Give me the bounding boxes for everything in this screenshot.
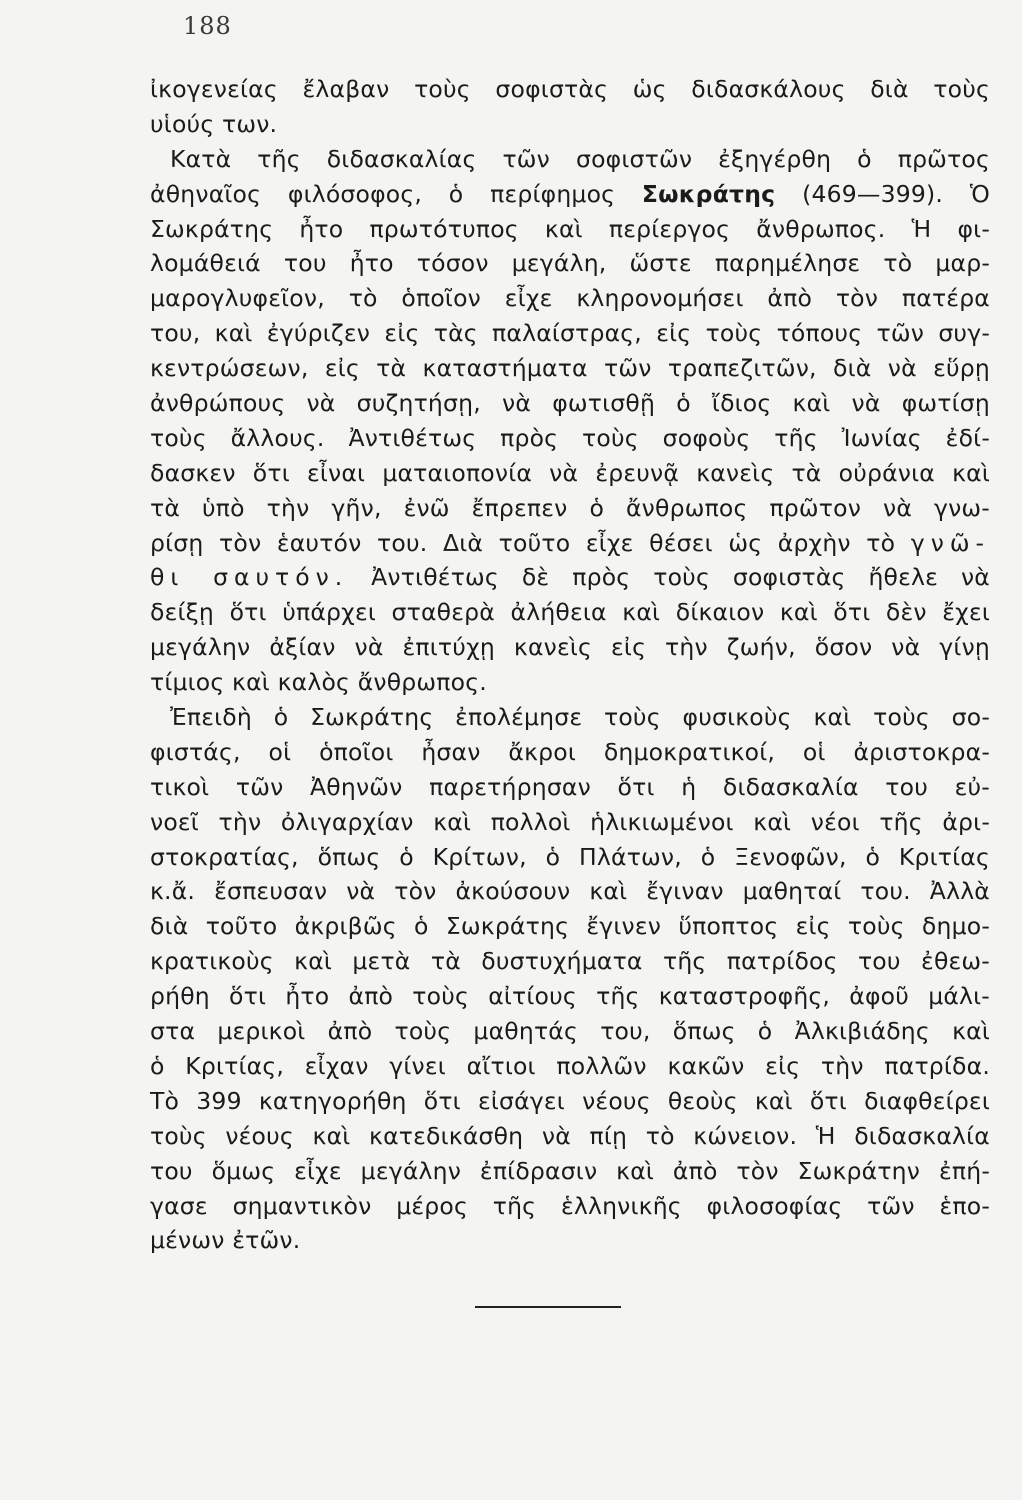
end-of-section-rule <box>475 1306 621 1308</box>
text-line: τοὺς νέους καὶ κατεδικάσθη νὰ πίῃ τὸ κώνειον. Ἡ διδασκαλία <box>150 1121 990 1150</box>
text-line: κ.ἄ. ἔσπευσαν νὰ τὸν ἀκούσουν καὶ ἔγιναν μαθηταί του. Ἀλλὰ <box>150 877 990 906</box>
text-line: μεγάλην ἀξίαν νὰ ἐπιτύχῃ κανεὶς εἰς τὴν ζωήν, ὅσον νὰ γίνῃ <box>150 633 990 662</box>
text-line <box>150 177 990 212</box>
text-line: τὰ ὑπὸ τὴν γῆν, ἐνῶ ἔπρεπεν ὁ ἄνθρωπος πρῶτον νὰ γνω- <box>150 493 990 522</box>
text-run: ρίσῃ τὸν ἑαυτόν του. Διὰ τοῦτο εἶχε θέσει ὡς ἀρχὴν τὸ <box>150 528 911 557</box>
text-line: στοκρατίας, ὅπως ὁ Κρίτων, ὁ Πλάτων, ὁ Ξενοφῶν, ὁ Κριτίας <box>150 842 990 871</box>
text-line: ἰκογενείας ἔλαβαν τοὺς σοφιστὰς ὡς διδασκάλους διὰ τοὺς <box>150 75 990 103</box>
text-run: Ἀντιθέτως δὲ πρὸς τοὺς σοφιστὰς ἤθελε νὰ <box>348 563 990 592</box>
text-line: δασκεν ὅτι εἶναι ματαιοπονία νὰ ἐρευνᾷ κανεὶς τὰ οὐράνια καὶ <box>150 458 990 487</box>
text-line: Κατὰ τῆς διδασκαλίας τῶν σοφιστῶν ἐξηγέρθη ὁ πρῶτος <box>170 144 990 173</box>
text-line: διὰ τοῦτο ἀκριβῶς ὁ Σωκράτης ἔγινεν ὕποπτος εἰς τοὺς δημο- <box>150 912 990 941</box>
text-line: ρήθη ὅτι ἦτο ἀπὸ τοὺς αἰτίους τῆς καταστροφῆς, ἀφοῦ μάλι- <box>150 982 990 1011</box>
text-line: φιστάς, οἱ ὁποῖοι ἦσαν ἄκροι δημοκρατικοί, οἱ ἀριστοκρα- <box>150 737 990 766</box>
text-run: ἀθηναῖος φιλόσοφος, ὁ περίφημος <box>150 179 642 208</box>
text-line <box>150 526 990 561</box>
text-line: κεντρώσεων, εἰς τὰ καταστήματα τῶν τραπεζιτῶν, διὰ νὰ εὕρῃ <box>150 354 990 383</box>
text-run: (469—399). Ὁ <box>775 179 990 208</box>
text-line: μένων ἐτῶν. <box>150 1226 301 1255</box>
spaced-phrase: γνῶ- <box>910 528 990 557</box>
text-line: τίμιος καὶ καλὸς ἄνθρωπος. <box>150 668 487 697</box>
text-line: Τὸ 399 κατηγορήθη ὅτι εἰσάγει νέους θεοὺς καὶ ὅτι διαφθείρει <box>150 1086 990 1115</box>
text-line: στα μερικοὶ ἀπὸ τοὺς μαθητάς του, ὅπως ὁ Ἀλκιβιάδης καὶ <box>150 1017 990 1046</box>
text-line: υἱούς των. <box>150 109 278 138</box>
text-line: νοεῖ τὴν ὀλιγαρχίαν καὶ πολλοὶ ἡλικιωμένοι καὶ νέοι τῆς ἀρι- <box>150 807 990 836</box>
text-line: μαρογλυφεῖον, τὸ ὁποῖον εἶχε κληρονομήσει ἀπὸ τὸν πατέρα <box>150 284 990 313</box>
text-line: τοὺς ἄλλους. Ἀντιθέτως πρὸς τοὺς σοφοὺς τῆς Ἰωνίας ἐδί- <box>150 423 990 452</box>
text-line: δείξῃ ὅτι ὑπάρχει σταθερὰ ἀλήθεια καὶ δίκαιον καὶ ὅτι δὲν ἔχει <box>150 598 990 627</box>
text-line: του, καὶ ἐγύριζεν εἰς τὰς παλαίστρας, εἰς τοὺς τόπους τῶν συγ- <box>150 319 990 348</box>
page-number: 188 <box>183 12 232 40</box>
text-line: ὁ Κριτίας, εἶχαν γίνει αἴτιοι πολλῶν κακῶν εἰς τὴν πατρίδα. <box>150 1051 990 1080</box>
emphasized-name: Σωκράτης <box>641 179 776 208</box>
text-line: του ὅμως εἶχε μεγάλην ἐπίδρασιν καὶ ἀπὸ τὸν Σωκράτην ἐπή- <box>150 1156 990 1185</box>
text-line: Σωκράτης ἦτο πρωτότυπος καὶ περίεργος ἄνθρωπος. Ἡ φι- <box>150 214 990 243</box>
text-line: ἀνθρώπους νὰ συζητήσῃ, νὰ φωτισθῇ ὁ ἴδιος καὶ νὰ φωτίσῃ <box>150 389 990 418</box>
body-text <box>150 72 990 1258</box>
spaced-phrase: θι σαυτόν. <box>150 563 349 592</box>
text-line: τικοὶ τῶν Ἀθηνῶν παρετήρησαν ὅτι ἡ διδασκαλία του εὐ- <box>150 772 990 801</box>
text-line: Ἐπειδὴ ὁ Σωκράτης ἐπολέμησε τοὺς φυσικοὺς καὶ τοὺς σο- <box>170 703 990 732</box>
text-line: γασε σημαντικὸν μέρος τῆς ἑλληνικῆς φιλοσοφίας τῶν ἑπο- <box>150 1191 990 1220</box>
text-line: κρατικοὺς καὶ μετὰ τὰ δυστυχήματα τῆς πατρίδος του ἐθεω- <box>150 947 990 976</box>
text-line: λομάθειά του ἦτο τόσον μεγάλη, ὥστε παρημέλησε τὸ μαρ- <box>150 249 990 278</box>
text-line <box>150 560 990 595</box>
